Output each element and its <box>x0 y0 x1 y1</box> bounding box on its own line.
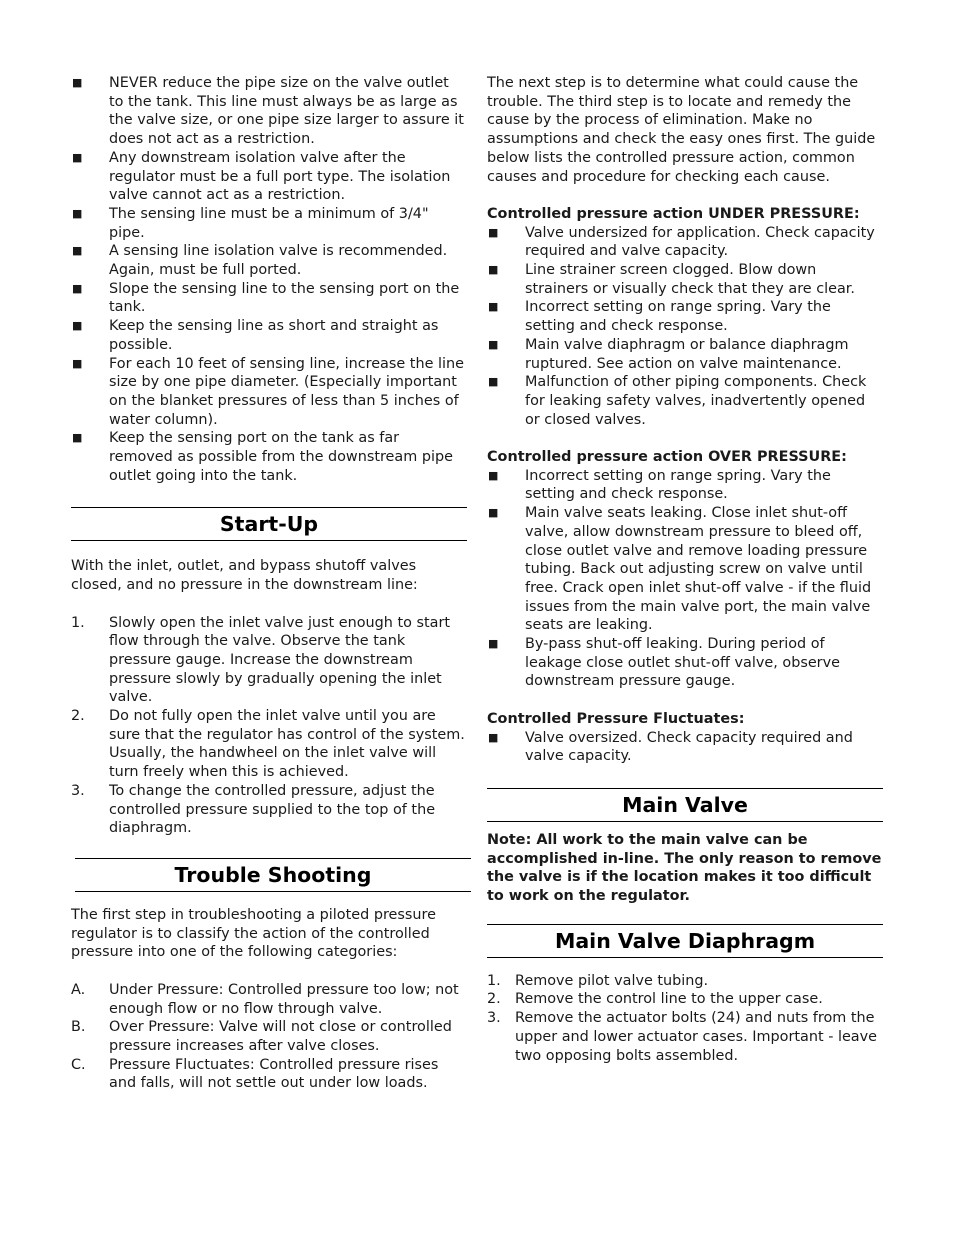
section-heading-trouble-shooting: Trouble Shooting <box>75 858 471 892</box>
bullet-icon: ■ <box>488 263 499 277</box>
list-item: ■ For each 10 feet of sensing line, increase the line size by one pipe diameter. (Especially important on the blanket pressures of less than 5 inches of water column). <box>72 355 464 428</box>
list-item: ■ Malfunction of other piping components. Check for leaking safety valves, inadvertently opened or closed valves. <box>488 374 867 428</box>
bullet-icon: ■ <box>488 300 499 314</box>
bullet-icon: ■ <box>72 150 83 164</box>
list-item: ■ Keep the sensing line as short and straight as possible. <box>72 318 439 353</box>
list-item: 1. Slowly open the inlet valve just enough to start flow through the valve. Observe the tank pressure gauge. Increase the downstream pressure slowly by gradually opening the inlet valve. <box>71 614 451 706</box>
bullet-icon: ■ <box>72 319 83 333</box>
right-column <box>487 74 883 1065</box>
list-item: ■ Line strainer screen clogged. Blow down strainers or visually check that they are clear. <box>488 262 855 297</box>
bullet-icon: ■ <box>72 206 83 220</box>
bullet-icon: ■ <box>72 281 83 295</box>
under-pressure-title: Controlled pressure action UNDER PRESSURE: <box>487 205 860 222</box>
trouble-intro: The first step in troubleshooting a piloted pressure regulator is to classify the action of the controlled pressure into one of the following categories: <box>71 907 436 961</box>
list-item: 1. Remove pilot valve tubing. <box>487 972 709 989</box>
list-item: ■ A sensing line isolation valve is recommended. Again, must be full ported. <box>72 243 448 279</box>
list-item: ■ Incorrect setting on range spring. Vary the setting and check response. <box>488 467 831 503</box>
bullet-icon: ■ <box>488 730 499 744</box>
bullet-icon: ■ <box>488 468 499 482</box>
list-item: ■ NEVER reduce the pipe size on the valve outlet to the tank. This line must always be as large as the valve size, or one pipe size larger to assure it does not act as a restriction. <box>72 75 464 148</box>
bullet-icon: ■ <box>488 637 499 651</box>
left-column <box>71 74 467 1093</box>
fluctuates-list <box>487 729 883 766</box>
list-item: ■ By-pass shut-off leaking. During period of leakage close outlet shut-off valve, observe downstream pressure gauge. <box>488 636 840 690</box>
startup-intro: With the inlet, outlet, and bypass shutoff valves closed, and no pressure in the downstream line: <box>71 558 418 594</box>
bullet-icon: ■ <box>488 506 499 520</box>
bullet-icon: ■ <box>72 76 83 89</box>
diaphragm-steps <box>487 972 883 1066</box>
list-item: ■ Valve oversized. Check capacity required and valve capacity. <box>488 729 853 765</box>
list-item: 2. Remove the control line to the upper case. <box>487 991 823 1008</box>
troubleshooting-intro: The next step is to determine what could cause the trouble. The third step is to locate and remedy the cause by the process of elimination. Make no assumptions and check the easy ones first. The guide below lists the controlled pressure action, common causes and procedure for checking each cause. <box>487 75 876 185</box>
list-item: A. Under Pressure: Controlled pressure too low; not enough flow or no flow through valve. <box>71 981 459 1017</box>
list-item: ■ Valve undersized for application. Check capacity required and valve capacity. <box>488 224 875 260</box>
trouble-categories <box>71 981 467 1093</box>
under-pressure-list <box>487 224 883 430</box>
list-item: 3. Remove the actuator bolts (24) and nuts from the upper and lower actuator cases. Important - leave two opposing bolts assembled. <box>487 1010 878 1064</box>
requirements-list <box>71 74 467 485</box>
startup-steps <box>71 614 467 838</box>
list-item: B. Over Pressure: Valve will not close or controlled pressure increases after valve closes. <box>71 1019 452 1054</box>
bullet-icon: ■ <box>72 356 83 370</box>
list-item: ■ Incorrect setting on range spring. Vary the setting and check response. <box>488 299 831 335</box>
fluctuates-title: Controlled Pressure Fluctuates: <box>487 710 745 727</box>
section-heading-startup: Start-Up <box>71 507 467 541</box>
section-heading-main-valve: Main Valve <box>487 788 883 822</box>
list-item: ■ Main valve diaphragm or balance diaphragm ruptured. See action on valve maintenance. <box>488 336 849 372</box>
list-item: ■ The sensing line must be a minimum of 3/4" pipe. <box>72 205 429 241</box>
list-item: ■ Slope the sensing line to the sensing port on the tank. <box>72 280 460 316</box>
list-item: ■ Keep the sensing port on the tank as far removed as possible from the downstream pipe outlet going into the tank. <box>72 430 453 484</box>
bullet-icon: ■ <box>488 225 499 239</box>
list-item: 2. Do not fully open the inlet valve until you are sure that the regulator has control of the system. Usually, the handwheel on the inlet valve will turn freely when this is achieved. <box>71 708 465 781</box>
list-item: 3. To change the controlled pressure, adjust the controlled pressure supplied to the top of the diaphragm. <box>71 782 436 837</box>
list-item: C. Pressure Fluctuates: Controlled pressure rises and falls, will not settle out under low loads. <box>71 1056 439 1092</box>
list-item: ■ Any downstream isolation valve after the regulator must be a full port type. The isolation valve cannot act as a restriction. <box>72 149 451 204</box>
bullet-icon: ■ <box>488 375 499 389</box>
section-heading-main-valve-diaphragm: Main Valve Diaphragm <box>487 924 883 958</box>
over-pressure-title: Controlled pressure action OVER PRESSURE: <box>487 449 847 466</box>
bullet-icon: ■ <box>72 244 83 258</box>
over-pressure-list <box>487 467 883 691</box>
bullet-icon: ■ <box>488 337 499 351</box>
bullet-icon: ■ <box>72 431 83 445</box>
list-item: ■ Main valve seats leaking. Close inlet shut-off valve, allow downstream pressure to bleed off, close outlet valve and remove loading pressure tubing. Back out adjusting screw on valve until free. Crack open inlet shut-off valve - if the fluid issues from the main valve port, the main valve seats are leaking. <box>488 505 872 634</box>
main-valve-note: Note: All work to the main valve can be accomplished in-line. The only reason to remove the valve is if the location makes it too difficult to work on the regulator. <box>487 831 882 905</box>
